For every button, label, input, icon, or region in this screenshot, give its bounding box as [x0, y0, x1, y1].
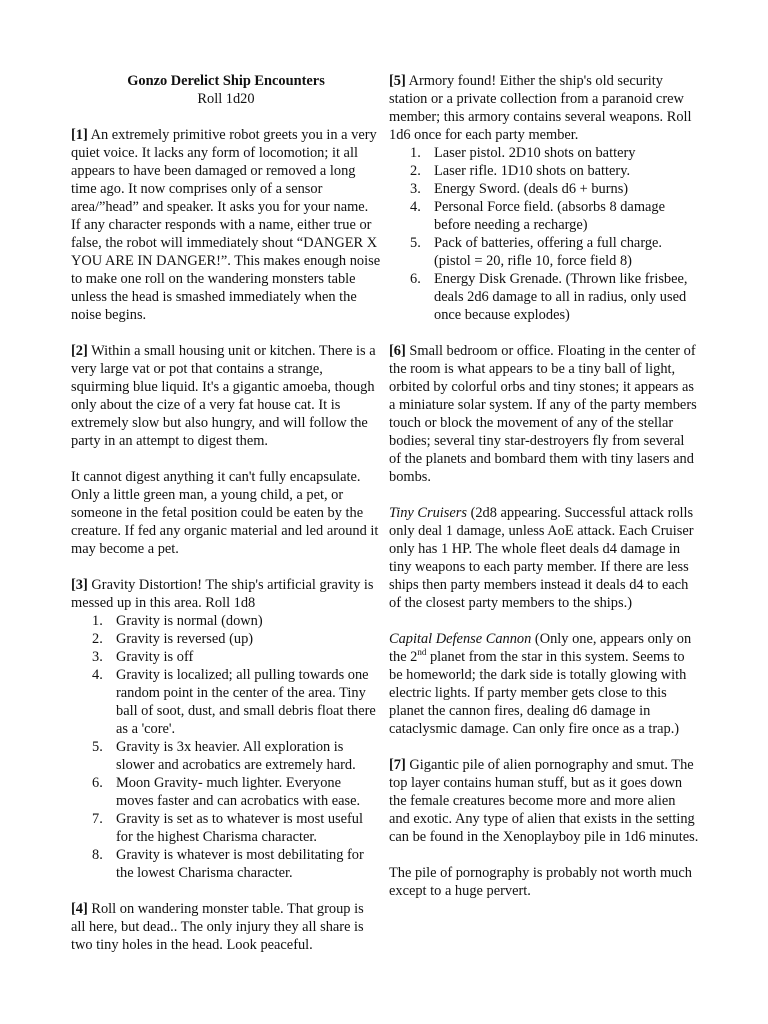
tiny-cruisers-paragraph: [389, 504, 699, 612]
entry-6: [389, 342, 699, 486]
list-item-number: 5.: [410, 235, 421, 251]
entry-number: [7]: [389, 757, 406, 773]
entry-2-continued: It cannot digest anything it can't fully encapsulate. Only a little green man, a young child, a pet, or someone in the fetal position could be eaten by the creature. If fed any organic material and led around it may become a pet.: [71, 469, 379, 557]
list-item: [71, 666, 381, 738]
entry-number: [3]: [71, 577, 88, 593]
list-item-number: 6.: [92, 775, 103, 791]
capital-defense-cannon-paragraph: [389, 630, 699, 738]
entry-4: [71, 900, 381, 954]
entry-text: An extremely primitive robot greets you in a very quiet voice. It lacks any form of locomotion; it all appears to have been damaged or removed a long time ago. It now comprises only of a sensor area/”head” and speaker. It asks you for your name. If any character responds with a name, either true or false, the robot will immediately shout “DANGER X YOU ARE IN DANGER!”. This makes enough noise to make one roll on the wandering monsters table unless the head is smashed immediately when the noise begins.: [71, 127, 381, 323]
entry-text: Small bedroom or office. Floating in the center of the room is what appears to be a tiny ball of light, orbited by colorful orbs and tiny stones; it appears as a miniature solar system. If any of the party members touch or block the movement of any of the stellar bodies; several tiny star-destroyers fly from several of the planets and bombard them with tiny lasers and bombs.: [389, 343, 697, 485]
list-item: [71, 738, 381, 774]
entry-text: Within a small housing unit or kitchen. There is a very large vat or pot that contains a strange, squirming blue liquid. It's a gigantic amoeba, though only about the cize of a very fat house cat. It is extremely slow but also hungry, and will follow the party in an attempt to digest them.: [71, 343, 376, 449]
capital-defense-cannon-label: Capital Defense Cannon: [389, 631, 532, 647]
list-item: [389, 162, 699, 180]
entry-5: [389, 72, 699, 144]
list-item-text: Gravity is whatever is most debilitating for the lowest Charisma character.: [116, 847, 364, 881]
entry-2: [71, 342, 381, 450]
list-item-text: Gravity is off: [116, 649, 194, 665]
list-item-number: 8.: [92, 847, 103, 863]
list-item-text: Gravity is localized; all pulling towards one random point in the center of the area. Tiny ball of soot, dust, and small debris float there as a 'core'.: [116, 667, 376, 737]
list-item: [71, 612, 381, 630]
entry-number: [4]: [71, 901, 88, 917]
ordinal-suffix: nd: [417, 647, 427, 658]
cannon-text-b: planet from the star in this system. Seems to be homeworld; the dark side is totally glowing with electric lights. If party member gets close to this planet the cannon fires, dealing d6 damage in cataclysmic damage. Can only fire once as a trap.): [389, 649, 687, 737]
entry-number: [6]: [389, 343, 406, 359]
entry-number: [1]: [71, 127, 88, 143]
list-item-number: 3.: [410, 181, 421, 197]
list-item-text: Personal Force field. (absorbs 8 damage before needing a recharge): [434, 199, 665, 233]
list-item-number: 4.: [92, 667, 103, 683]
list-item-text: Gravity is normal (down): [116, 613, 263, 629]
document-subtitle: Roll 1d20: [197, 91, 255, 107]
entry-3: [71, 576, 381, 612]
list-item: [71, 774, 381, 810]
list-item-text: Laser pistol. 2D10 shots on battery: [434, 145, 636, 161]
document-title: Gonzo Derelict Ship Encounters: [127, 73, 325, 89]
list-item: [389, 270, 699, 324]
entry-7: [389, 756, 699, 846]
list-item-text: Laser rifle. 1D10 shots on battery.: [434, 163, 631, 179]
entry-number: [2]: [71, 343, 88, 359]
list-item: [71, 648, 381, 666]
list-item-text: Gravity is set as to whatever is most useful for the highest Charisma character.: [116, 811, 363, 845]
entry-7-continued: The pile of pornography is probably not worth much except to a huge pervert.: [389, 865, 692, 899]
list-item: [389, 180, 699, 198]
entry-text: Armory found! Either the ship's old security station or a private collection from a paranoid crew member; this armory contains several weapons. Roll 1d6 once for each party member.: [389, 73, 692, 143]
list-item: [389, 144, 699, 162]
list-item-number: 1.: [410, 145, 421, 161]
list-item-text: Pack of batteries, offering a full charge. (pistol = 20, rifle 10, force field 8): [434, 235, 663, 269]
left-column: [71, 72, 381, 972]
tiny-cruisers-label: Tiny Cruisers: [389, 505, 467, 521]
list-item-number: 4.: [410, 199, 421, 215]
list-item: [71, 810, 381, 846]
list-item-number: 3.: [92, 649, 103, 665]
list-item-text: Moon Gravity- much lighter. Everyone moves faster and can acrobatics with ease.: [116, 775, 361, 809]
entry-text: Roll on wandering monster table. That group is all here, but dead.. The only injury they all share is two tiny holes in the head. Look peaceful.: [71, 901, 364, 953]
list-item-text: Energy Disk Grenade. (Thrown like frisbee, deals 2d6 damage to all in radius, only used once because explodes): [434, 271, 688, 323]
cannon-text-a: (Only one, appears only on the 2: [389, 631, 692, 665]
tiny-cruisers-text: (2d8 appearing. Successful attack rolls only deal 1 damage, unless AoE attack. Each Cruiser only has 1 HP. The whole fleet deals d4 damage in tiny weapons to each party member. If there are less ships then party members instead it deals d4 to each of the closest party members to the ships.): [389, 505, 694, 611]
list-item: [389, 234, 699, 270]
list-item-number: 2.: [410, 163, 421, 179]
right-column: [389, 72, 699, 918]
list-item-number: 6.: [410, 271, 421, 287]
list-item-number: 7.: [92, 811, 103, 827]
list-item-text: Gravity is reversed (up): [116, 631, 254, 647]
list-item: [71, 630, 381, 648]
list-item-number: 1.: [92, 613, 103, 629]
armory-roll-list: [389, 144, 699, 324]
entry-1: [71, 126, 381, 324]
list-item: [389, 198, 699, 234]
list-item-number: 5.: [92, 739, 103, 755]
list-item-number: 2.: [92, 631, 103, 647]
entry-text: Gravity Distortion! The ship's artificial gravity is messed up in this area. Roll 1d8: [71, 577, 374, 611]
gravity-roll-list: [71, 612, 381, 882]
entry-number: [5]: [389, 73, 406, 89]
list-item-text: Gravity is 3x heavier. All exploration is slower and acrobatics are extremely hard.: [116, 739, 356, 773]
list-item-text: Energy Sword. (deals d6 + burns): [434, 181, 629, 197]
list-item: [71, 846, 381, 882]
entry-text: Gigantic pile of alien pornography and smut. The top layer contains human stuff, but as it goes down the female creatures become more and more alien and exotic. Any type of alien that exists in the setting can be found in the Xenoplayboy pile in 1d6 minutes.: [389, 757, 699, 845]
